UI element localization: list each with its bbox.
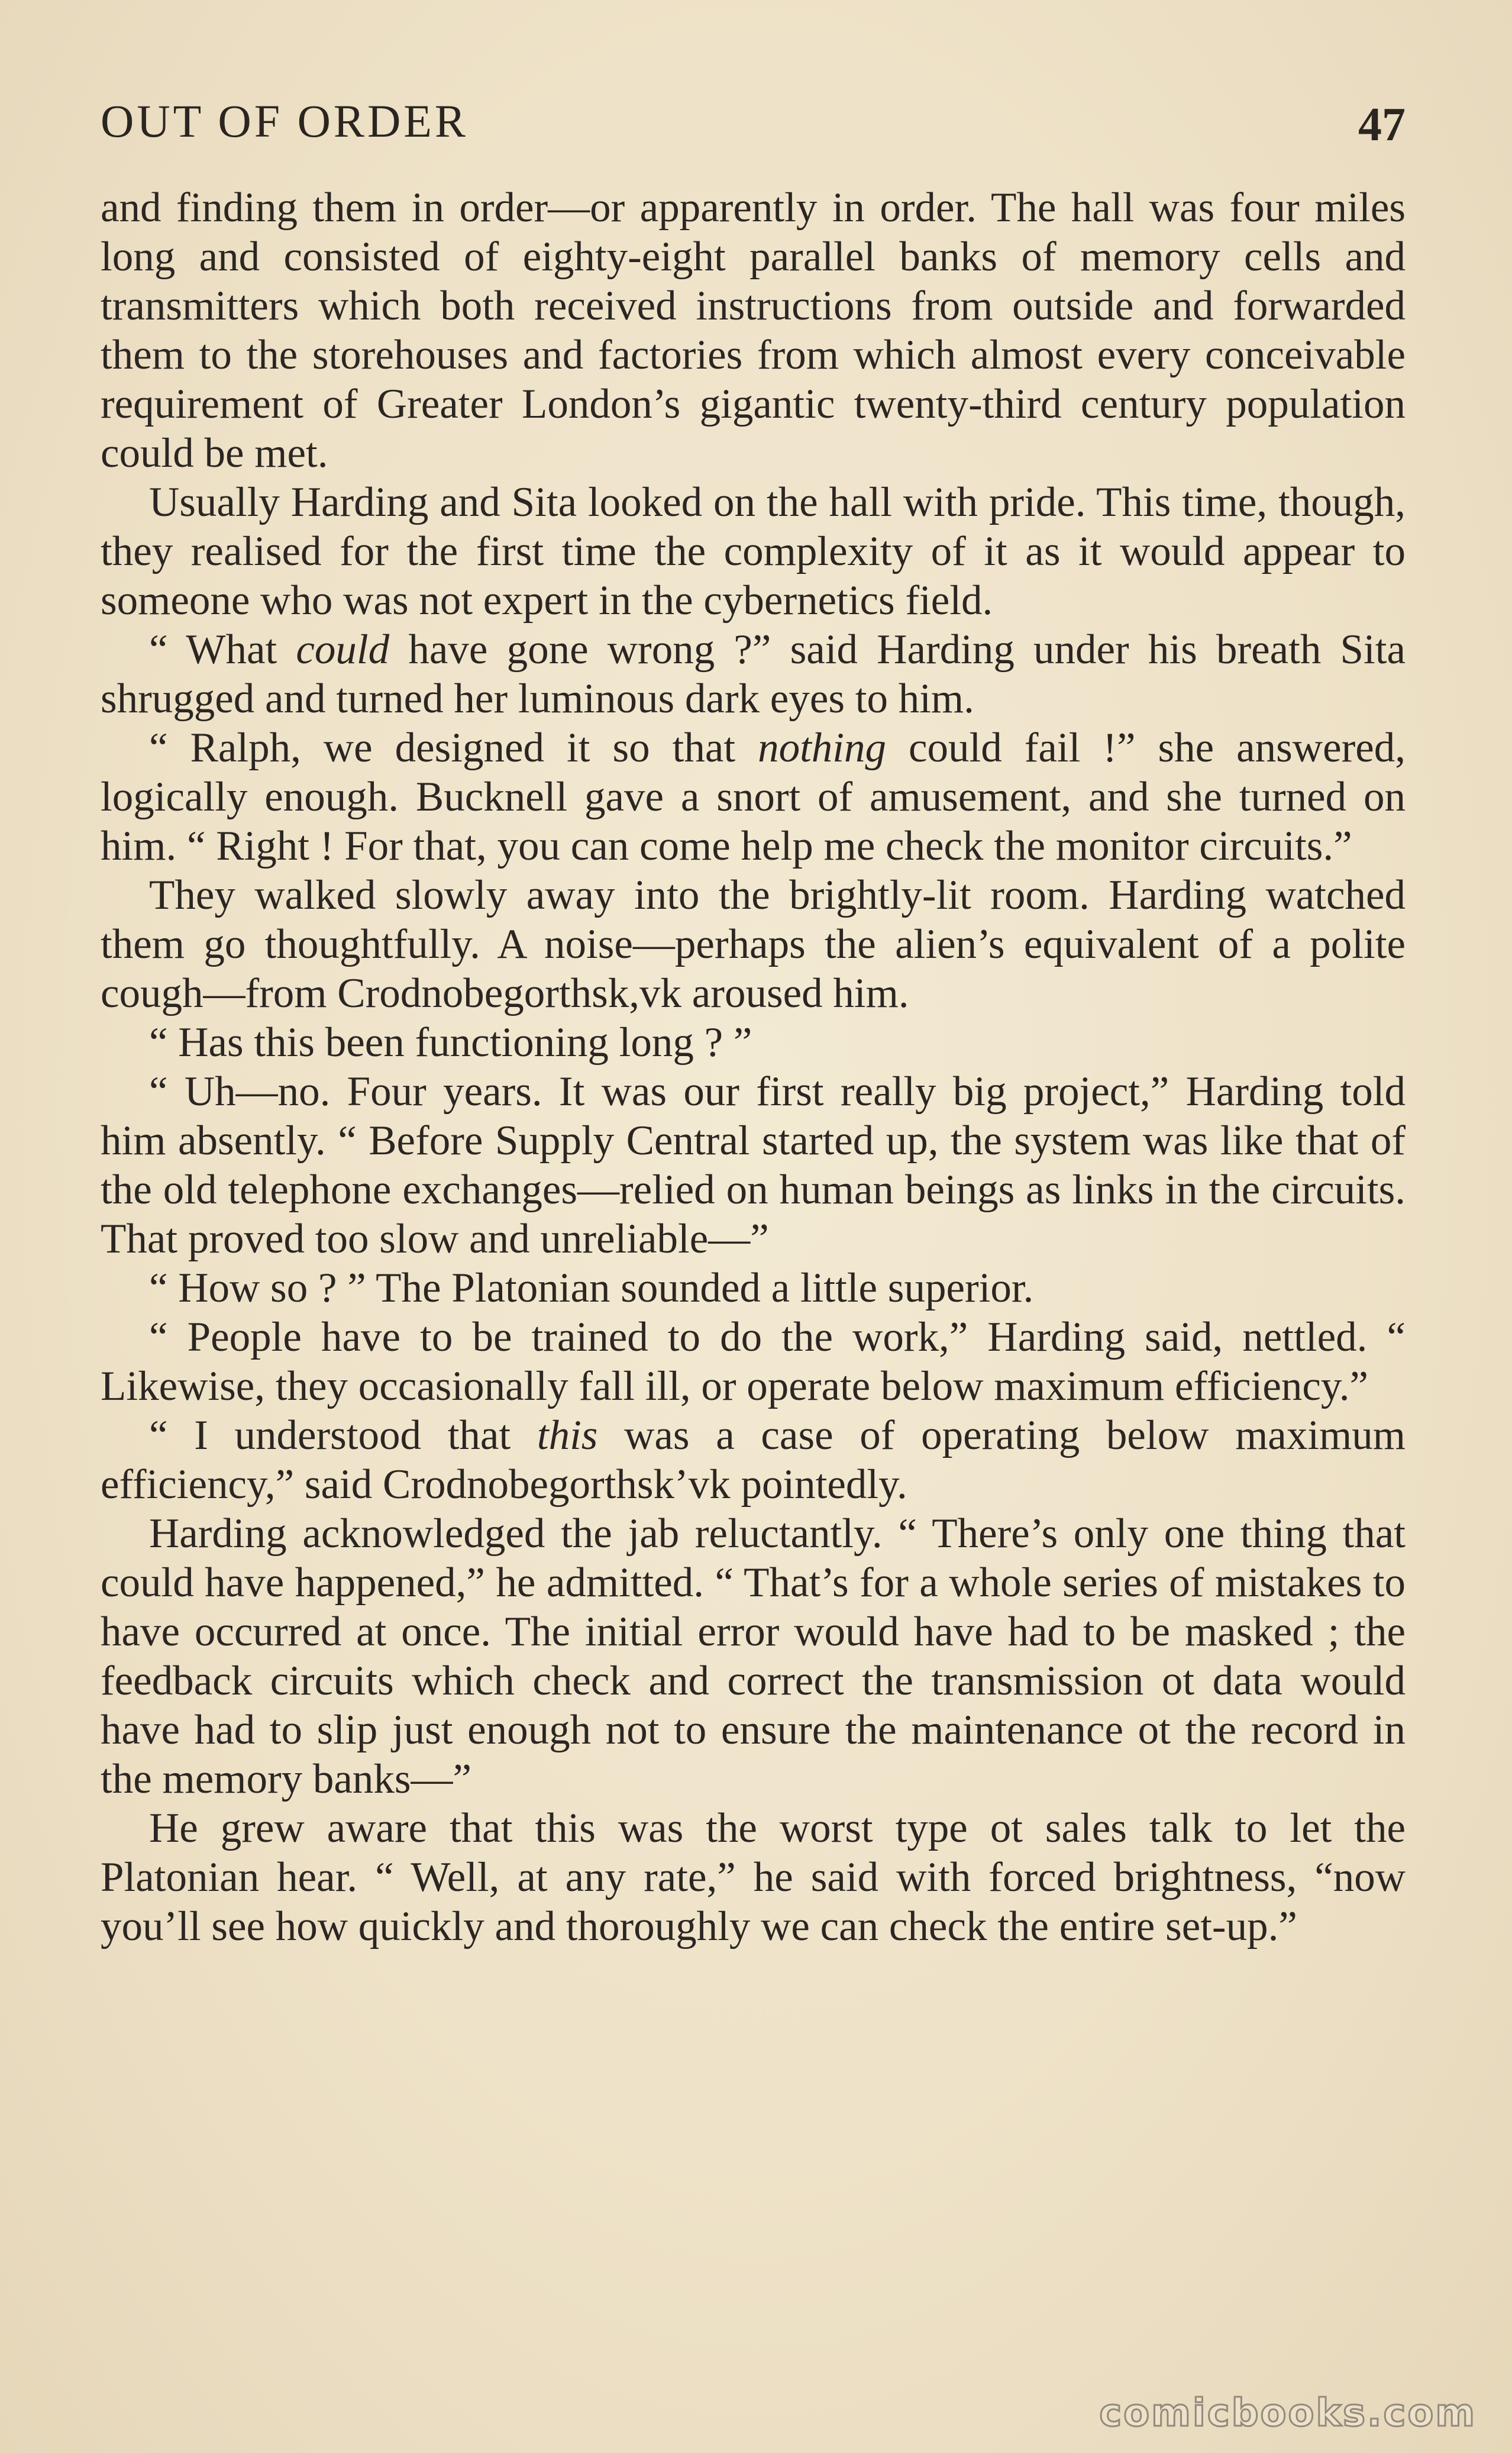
text-run: could fail !” she answered, logically enough. Bucknell gave a snort of amusement, and she turned on him. “ Right ! For that, you can come help me check the monitor circuits.” <box>101 725 1406 869</box>
italic-text: nothing <box>758 725 887 771</box>
text-run: and finding them in order—or apparently in order. The hall was four miles long and consisted of eighty-eight parallel banks of memory cells and transmitters which both received instructions from outside and forwarded them to the storehouses and factories from which almost every conceivable requirement of Greater London’s gigantic twenty-third century population could be met. <box>101 185 1406 476</box>
italic-text: could <box>296 627 390 673</box>
text-run: was a case of operating below maximum efficiency,” said Crodnobegorthsk’vk pointedly. <box>101 1412 1406 1508</box>
paragraph <box>101 1509 1406 1804</box>
paragraph <box>101 871 1406 1018</box>
text-run: They walked slowly away into the brightly-lit room. Harding watched them go thoughtfully. A noise—perhaps the alien’s equivalent of a polite cough—from Crodnobegorthsk,vk aroused him. <box>101 872 1406 1016</box>
running-title: OUT OF ORDER <box>101 95 469 147</box>
paragraph <box>101 183 1406 478</box>
text-run: Harding acknowledged the jab reluctantly. “ There’s only one thing that could have happened,” he admitted. “ That’s for a whole series of mistakes to have occurred at once. The initial error would have had to be masked ; the feedback circuits which check and correct the transmission ot data would have had to slip just enough not to ensure the maintenance ot the record in the memory banks—” <box>101 1510 1406 1802</box>
paragraph <box>101 724 1406 871</box>
paragraph <box>101 1804 1406 1951</box>
paragraph <box>101 1067 1406 1264</box>
text-run: “ What <box>149 627 296 673</box>
paragraph <box>101 1411 1406 1509</box>
text-run: Usually Harding and Sita looked on the hall with pride. This time, though, they realised for the first time the complexity of it as it would appear to someone who was not expert in the cybernetics field. <box>101 479 1406 624</box>
watermark: comicbooks.com <box>1099 2391 1477 2435</box>
text-run: “ Ralph, we designed it so that <box>149 725 758 771</box>
italic-text: this <box>537 1412 598 1458</box>
text-run: “ Uh—no. Four years. It was our first really big project,” Harding told him absently. “ Before Supply Central started up, the system was like that of the old telephone exchanges—relied on human beings as links in the circuits. That proved too slow and unreliable—” <box>101 1069 1406 1262</box>
text-run: “ I understood that <box>149 1412 537 1458</box>
paragraph <box>101 1264 1406 1313</box>
text-run: He grew aware that this was the worst type ot sales talk to let the Platonian hear. “ Well, at any rate,” he said with forced brightness, “now you’ll see how quickly and thoroughly we can check the entire set-up.” <box>101 1805 1406 1950</box>
text-run: “ People have to be trained to do the work,” Harding said, nettled. “ Likewise, they occasionally fall ill, or operate below maximum efficiency.” <box>101 1314 1406 1409</box>
text-run: “ Has this been functioning long ? ” <box>149 1019 752 1066</box>
paragraph <box>101 625 1406 724</box>
paragraph <box>101 1018 1406 1067</box>
text-run: “ How so ? ” The Platonian sounded a little superior. <box>149 1265 1034 1311</box>
paragraph <box>101 478 1406 625</box>
paragraph <box>101 1313 1406 1411</box>
body-text <box>101 183 1406 1951</box>
text-run: have gone wrong ?” said Harding under his breath Sita shrugged and turned her luminous dark eyes to him. <box>101 627 1406 722</box>
page-header <box>101 89 1406 154</box>
page-number: 47 <box>1358 99 1406 151</box>
